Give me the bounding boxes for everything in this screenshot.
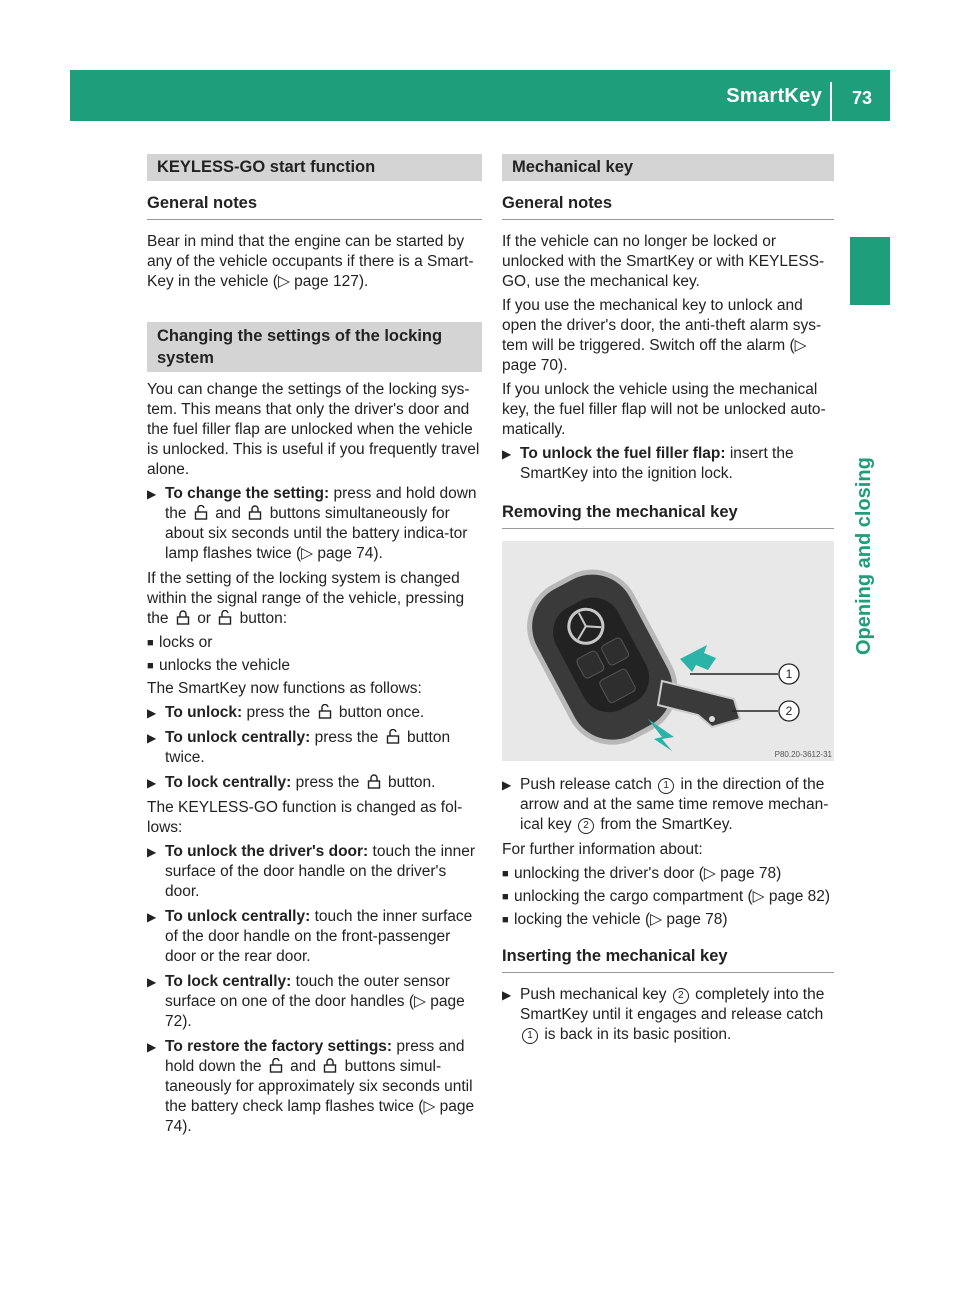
if-changed-text: If the setting of the locking system is changed within the signal range of the vehicle, pressing the or button: — [147, 570, 465, 627]
unlock-icon — [218, 610, 232, 625]
subheading-general-notes: General notes — [147, 193, 482, 220]
step-arrow-icon: ▶ — [147, 975, 157, 989]
list-item: ■ unlocks the vehicle — [147, 657, 290, 674]
smartkey-illustration — [502, 541, 834, 761]
step-change-setting — [147, 484, 482, 564]
callout-1-icon: 1 — [658, 778, 674, 794]
step-arrow-icon: ▶ — [502, 778, 512, 792]
step-lock-centrally: ▶ To lock centrally: press the button. — [147, 774, 436, 791]
header-bar — [70, 70, 890, 121]
bullet-icon: ■ — [147, 660, 154, 672]
step-arrow-icon: ▶ — [147, 731, 157, 745]
step-label: To change the setting: — [165, 485, 330, 502]
unlock-icon — [318, 704, 332, 719]
callout-1-icon: 1 — [522, 1028, 538, 1044]
lock-icon — [323, 1058, 337, 1073]
chapter-tab — [850, 237, 890, 305]
figure-code: P80.20-3612-31 — [774, 750, 832, 759]
list-item: ■ locks or — [147, 634, 213, 651]
bullet-icon: ■ — [502, 868, 509, 880]
subheading-removing-key: Removing the mechanical key — [502, 502, 834, 529]
step-push-release-catch: ▶ Push release catch 1 in the direction of the arrow and at the same time remove mechan-ical key 2 from the SmartKey. — [502, 776, 829, 833]
mech-p3: If you unlock the vehicle using the mechanical key, the fuel filler flap will not be unlocked auto-matically. — [502, 381, 826, 438]
list-item: ■ unlocking the cargo compartment (▷ page 82) — [502, 888, 831, 905]
unlock-icon — [269, 1058, 283, 1073]
step-arrow-icon: ▶ — [147, 706, 157, 720]
bullet-icon: ■ — [147, 637, 154, 649]
step-text: press and hold down the — [165, 485, 477, 522]
step-kg-unlock-driver: ▶ To unlock the driver's door: touch the inner surface of the door handle on the driver's door. — [147, 843, 476, 900]
subheading-general-notes: General notes — [502, 193, 834, 220]
locking-intro: You can change the settings of the locking sys-tem. This means that only the driver's door and the fuel filler flap are unlocked when the vehicle is unlocked. This is useful if you frequently travel alone. — [147, 381, 480, 478]
mech-p2: If you use the mechanical key to unlock and open the driver's door, the anti-theft alarm sys-tem will be triggered. Switch off the alarm (▷ page 70). — [502, 297, 822, 374]
left-column — [147, 154, 482, 1142]
step-arrow-icon: ▶ — [147, 910, 157, 924]
step-kg-unlock-centrally: ▶ To unlock centrally: touch the inner surface of the door handle on the front-passenger door or the rear door. — [147, 908, 473, 965]
step-unlock-fuel-flap: ▶ To unlock the fuel filler flap: insert the SmartKey into the ignition lock. — [502, 445, 794, 482]
step-text: buttons simultaneously for about six seconds until the battery indica-tor lamp flashes twice (▷ page 74). — [165, 505, 468, 562]
smartkey-figure — [502, 541, 834, 761]
figure-callout-2: 2 — [785, 704, 793, 718]
lock-icon — [248, 505, 262, 520]
right-column — [502, 154, 834, 1050]
callout-2-icon: 2 — [578, 818, 594, 834]
now-functions-text: The SmartKey now functions as follows: — [147, 680, 422, 697]
lock-icon — [367, 774, 381, 789]
lock-icon — [176, 610, 190, 625]
list-item: ■ unlocking the driver's door (▷ page 78) — [502, 865, 782, 882]
keyless-changed-text: The KEYLESS-GO function is changed as fol-lows: — [147, 799, 463, 836]
callout-2-icon: 2 — [673, 988, 689, 1004]
step-arrow-icon: ▶ — [502, 988, 512, 1002]
bullet-icon: ■ — [502, 891, 509, 903]
unlock-icon — [194, 505, 208, 520]
header-separator — [830, 82, 832, 121]
step-arrow-icon: ▶ — [147, 845, 157, 859]
step-kg-lock-centrally: ▶ To lock centrally: touch the outer sensor surface on one of the door handles (▷ page 72). — [147, 973, 465, 1030]
step-arrow-icon: ▶ — [147, 487, 157, 501]
subheading-inserting-key: Inserting the mechanical key — [502, 946, 834, 973]
step-unlock: ▶ To unlock: press the button once. — [147, 704, 425, 721]
section-title-keyless-go: KEYLESS-GO start function — [147, 154, 482, 181]
bullet-icon: ■ — [502, 914, 509, 926]
step-text: and — [215, 505, 242, 522]
step-restore-factory: ▶ To restore the factory settings: press and hold down the and buttons simul-taneously for approximately six seconds until the battery check lamp flashes twice (▷ page 74). — [147, 1038, 475, 1135]
list-item: ■ locking the vehicle (▷ page 78) — [502, 911, 728, 928]
header-title: SmartKey — [726, 85, 822, 107]
keyless-general-text: Bear in mind that the engine can be started by any of the vehicle occupants if there is a Smart-Key in the vehicle (▷ page 127). — [147, 233, 474, 290]
page-number: 73 — [851, 88, 872, 108]
section-title-locking-settings: Changing the settings of the locking system — [147, 322, 482, 372]
unlock-icon — [386, 729, 400, 744]
step-arrow-icon: ▶ — [147, 1040, 157, 1054]
mech-p1: If the vehicle can no longer be locked or unlocked with the SmartKey or with KEYLESS-GO, use the mechanical key. — [502, 233, 825, 290]
chapter-label: Opening and closing — [853, 457, 875, 655]
section-title-mechanical-key: Mechanical key — [502, 154, 834, 181]
further-info-text: For further information about: — [502, 841, 703, 858]
step-push-mechanical-key: ▶ Push mechanical key 2 completely into the SmartKey until it engages and release catch 1 is back in its basic position. — [502, 986, 825, 1043]
step-unlock-centrally: ▶ To unlock centrally: press the button twice. — [147, 729, 451, 766]
figure-callout-1: 1 — [785, 667, 793, 681]
step-arrow-icon: ▶ — [502, 447, 512, 461]
step-arrow-icon: ▶ — [147, 776, 157, 790]
